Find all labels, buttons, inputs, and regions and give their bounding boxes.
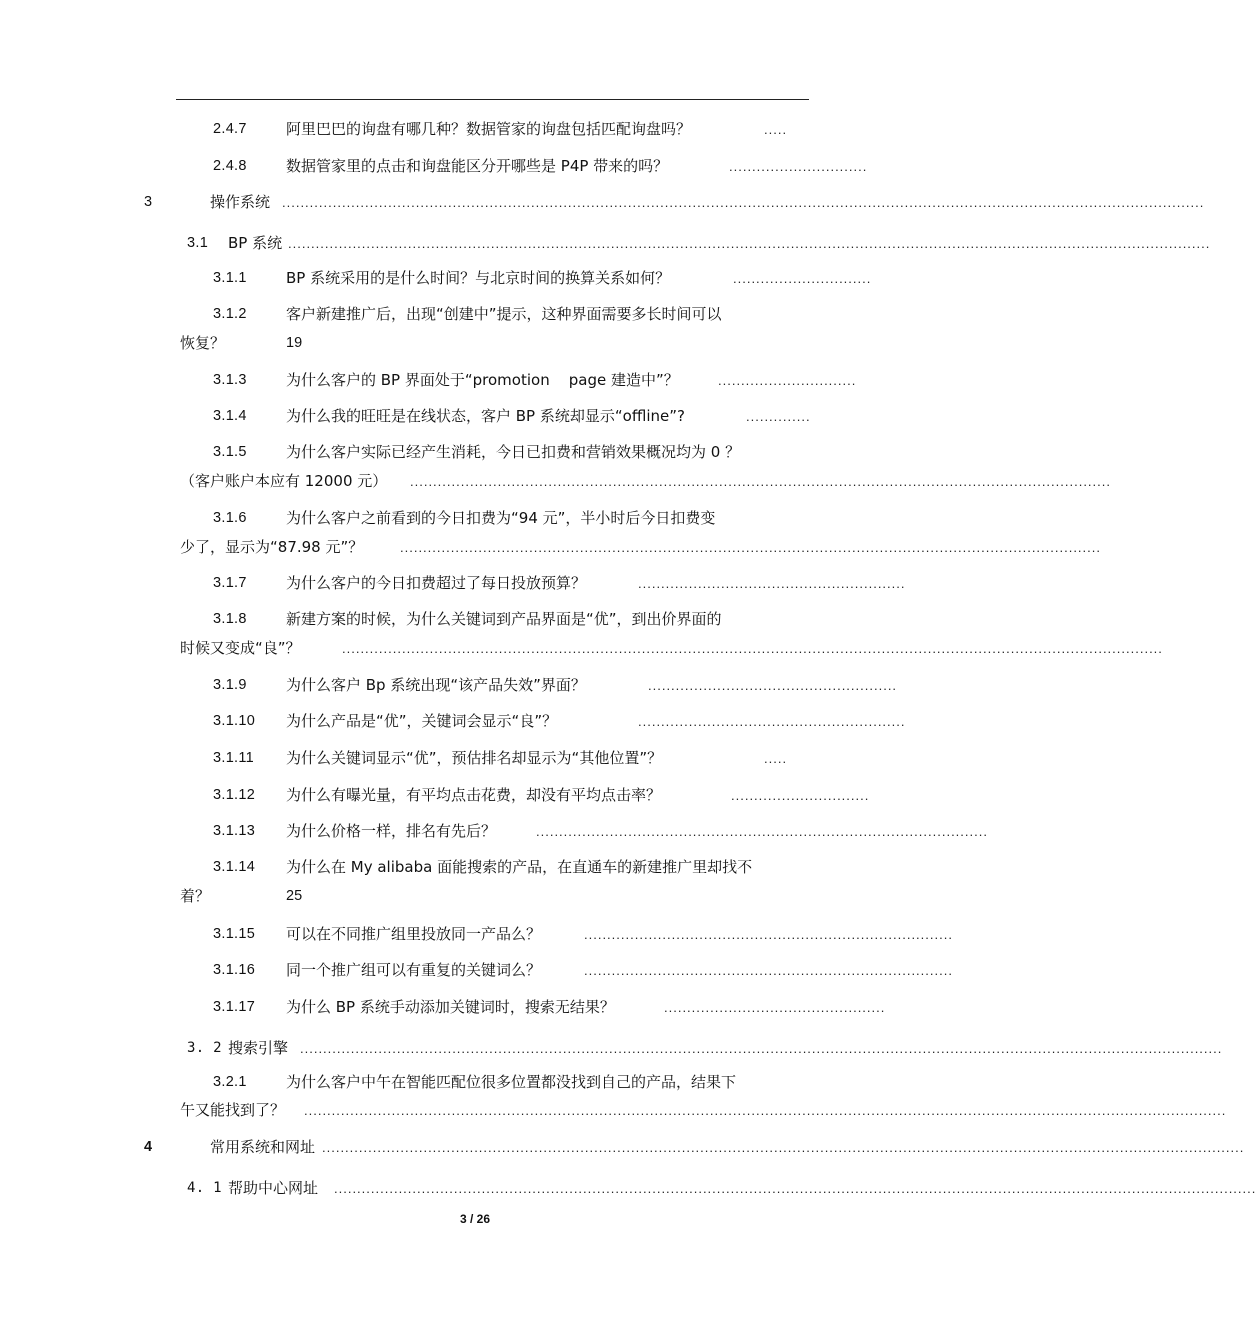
- toc-title: BP 系统采用的是什么时间？与北京时间的换算关系如何？: [286, 269, 671, 287]
- toc-leader: .....: [764, 751, 788, 766]
- toc-title: 为什么产品是“优”，关键词会显示“良”？: [286, 712, 558, 730]
- toc-leader: ..................................................................................................................................................................................: [342, 641, 1163, 656]
- toc-title: 帮助中心网址: [228, 1179, 319, 1197]
- toc-leader: .....: [764, 122, 788, 137]
- toc-title: 为什么客户之前看到的今日扣费为“94 元”，半小时后今日扣费变: [286, 509, 716, 527]
- toc-leader: ........................................................................................................................................................................................................: [334, 1181, 1256, 1196]
- toc-title-continued: 时候又变成“良”？: [180, 639, 301, 657]
- toc-number: 3.1.3: [213, 372, 247, 388]
- toc-number: 2.4.8: [213, 158, 247, 174]
- toc-leader: ................................................: [664, 1000, 886, 1015]
- toc-title: 为什么有曝光量，有平均点击花费，却没有平均点击率？: [286, 786, 662, 804]
- toc-leader: ..............................: [729, 159, 868, 174]
- toc-number: 3.1.13: [213, 823, 256, 839]
- toc-leader: ........................................................................................................................................................................................................: [282, 195, 1205, 210]
- toc-title: 为什么客户中午在智能匹配位很多位置都没找到自己的产品，结果下: [286, 1073, 737, 1091]
- toc-leader: ..............................: [733, 271, 872, 286]
- toc-leader: ........................................................................................................................................................................................................: [300, 1041, 1223, 1056]
- toc-title-continued: 着？: [180, 887, 211, 905]
- toc-title: 常用系统和网址: [210, 1138, 316, 1156]
- toc-page: 25: [286, 888, 303, 904]
- toc-number: 3.1.12: [213, 787, 256, 803]
- page-indicator: 3 / 26: [459, 1212, 491, 1226]
- toc-number: 3. 2: [187, 1040, 222, 1056]
- toc-number: 3.1.7: [213, 575, 247, 591]
- toc-title: 阿里巴巴的询盘有哪几种？数据管家的询盘包括匹配询盘吗？: [286, 120, 692, 138]
- toc-title-continued: （客户账户本应有 12000 元）: [180, 472, 388, 490]
- toc-leader: ................................................................................: [584, 927, 953, 942]
- toc-number: 3.1.9: [213, 677, 247, 693]
- toc-number: 3: [144, 194, 153, 210]
- toc-leader: ........................................................................................................................................................................................................: [288, 236, 1211, 251]
- toc-title: 操作系统: [210, 193, 271, 211]
- toc-title: 为什么我的旺旺是在线状态，客户 BP 系统却显示“offline”?: [286, 407, 685, 425]
- toc-number: 4: [144, 1139, 153, 1155]
- toc-number: 3.1.11: [213, 750, 255, 766]
- toc-leader: ..............................: [718, 373, 857, 388]
- toc-title: 为什么客户的今日扣费超过了每日投放预算？: [286, 574, 587, 592]
- toc-leader: ........................................................................................................................................................................................................: [304, 1103, 1227, 1118]
- toc-title: 新建方案的时候，为什么关键词到产品界面是“优”，到出价界面的: [286, 610, 722, 628]
- toc-number: 3.1.2: [213, 306, 247, 322]
- toc-title: 搜索引擎: [228, 1039, 289, 1057]
- toc-title-continued: 恢复？: [180, 334, 226, 352]
- toc-number: 3.1.4: [213, 408, 247, 424]
- toc-number: 4. 1: [187, 1180, 222, 1196]
- toc-title: 为什么 BP 系统手动添加关键词时，搜索无结果？: [286, 998, 615, 1016]
- toc-leader: ..............: [746, 409, 811, 424]
- toc-leader: ......................................................: [648, 678, 898, 693]
- toc-number: 2.4.7: [213, 121, 247, 137]
- toc-leader: ................................................................................: [584, 963, 953, 978]
- toc-title: 为什么关键词显示“优”，预估排名却显示为“其他位置”？: [286, 749, 663, 767]
- toc-title: 可以在不同推广组里投放同一产品么？: [286, 925, 542, 943]
- toc-page: 19: [286, 335, 303, 351]
- toc-title-continued: 少了，显示为“87.98 元”？: [180, 538, 364, 556]
- toc-number: 3.1.8: [213, 611, 247, 627]
- toc-title: 数据管家里的点击和询盘能区分开哪些是 P4P 带来的吗？: [286, 157, 669, 175]
- toc-leader: ........................................................................................................................................................................................................: [322, 1140, 1245, 1155]
- toc-leader: ..................................................................................................: [536, 824, 988, 839]
- toc-number: 3.1.14: [213, 859, 256, 875]
- toc-number: 3.1: [187, 235, 209, 251]
- toc-title: 为什么客户 Bp 系统出现“该产品失效”界面？: [286, 676, 586, 694]
- toc-title: 为什么客户的 BP 界面处于“promotion page 建造中”？: [286, 371, 679, 389]
- toc-title: BP 系统: [228, 234, 283, 252]
- toc-leader: ..............................: [731, 788, 870, 803]
- toc-number: 3.1.5: [213, 444, 247, 460]
- toc-title: 为什么在 My alibaba 面能搜索的产品，在直通车的新建推广里却找不: [286, 858, 753, 876]
- toc-title: 客户新建推广后，出现“创建中”提示，这种界面需要多长时间可以: [286, 305, 722, 323]
- toc-title-continued: 午又能找到了？: [180, 1101, 286, 1119]
- toc-number: 3.1.17: [213, 999, 256, 1015]
- toc-title: 同一个推广组可以有重复的关键词么？: [286, 961, 542, 979]
- toc-leader: ........................................................................................................................................................: [400, 540, 1101, 555]
- toc-leader: ..........................................................: [638, 576, 906, 591]
- toc-title: 为什么客户实际已经产生消耗，今日已扣费和营销效果概况均为 0 ？: [286, 443, 741, 461]
- toc-number: 3.1.10: [213, 713, 256, 729]
- toc-leader: ........................................................................................................................................................: [410, 474, 1111, 489]
- toc-leader: ..........................................................: [638, 714, 906, 729]
- toc-number: 3.2.1: [213, 1074, 247, 1090]
- toc-number: 3.1.6: [213, 510, 247, 526]
- toc-number: 3.1.16: [213, 962, 256, 978]
- toc-number: 3.1.15: [213, 926, 256, 942]
- toc-number: 3.1.1: [213, 270, 247, 286]
- toc-title: 为什么价格一样，排名有先后？: [286, 822, 497, 840]
